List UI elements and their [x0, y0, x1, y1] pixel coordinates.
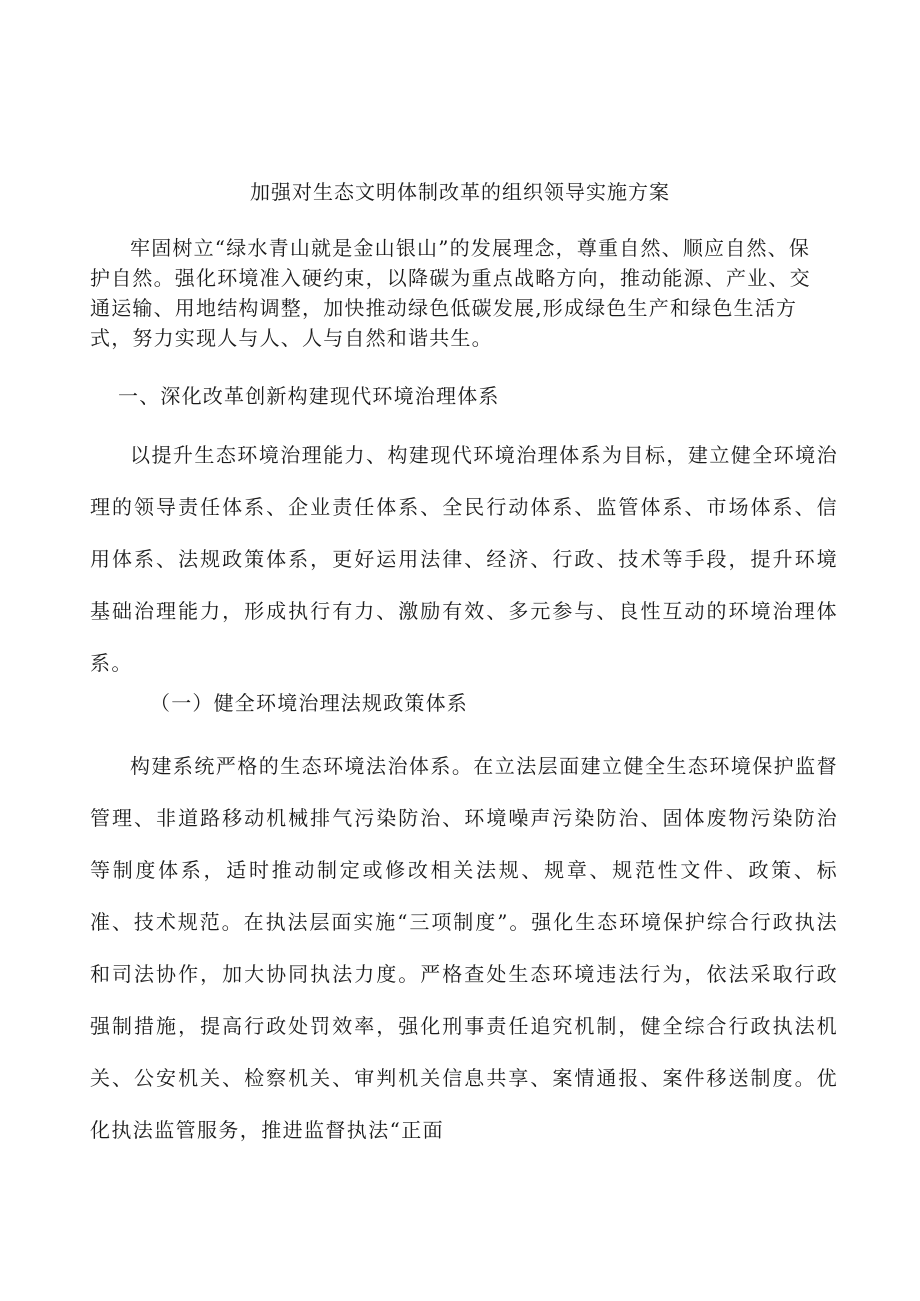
intro-paragraph: 牢固树立“绿水青山就是金山银山”的发展理念，尊重自然、顺应自然、保护自然。强化环境准入硬约束，以降碳为重点战略方向，推动能源、产业、交通运输、用地结构调整，加快推动绿色低碳发展,形成绿色生产和绿色生活方式，努力实现人与人、人与自然和谐共生。	[90, 236, 811, 350]
document-title: 加强对生态文明体制改革的组织领导实施方案	[250, 180, 670, 204]
section-heading: 一、深化改革创新构建现代环境治理体系	[118, 384, 500, 408]
subsection-body-paragraph: 构建系统严格的生态环境法治体系。在立法层面建立健全生态环境保护监督管理、非道路移动机械排气污染防治、环境噪声污染防治、固体废物污染防治等制度体系，适时推动制定或修改相关法规、规章、规范性文件、政策、标准、技术规范。在执法层面实施“三项制度”。强化生态环境保护综合行政执法和司法协作，加大协同执法力度。严格查处生态环境违法行为，依法采取行政强制措施，提高行政处罚效率，强化刑事责任追究机制，健全综合行政执法机关、公安机关、检察机关、审判机关信息共享、案情通报、案件移送制度。优化执法监管服务，推进监督执法“正面	[90, 754, 838, 1142]
section-body-paragraph: 以提升生态环境治理能力、构建现代环境治理体系为目标，建立健全环境治理的领导责任体系、企业责任体系、全民行动体系、监管体系、市场体系、信用体系、法规政策体系，更好运用法律、经济、行政、技术等手段，提升环境基础治理能力，形成执行有力、激励有效、多元参与、良性互动的环境治理体系。	[90, 443, 838, 675]
subsection-heading: （一）健全环境治理法规政策体系	[150, 691, 468, 715]
